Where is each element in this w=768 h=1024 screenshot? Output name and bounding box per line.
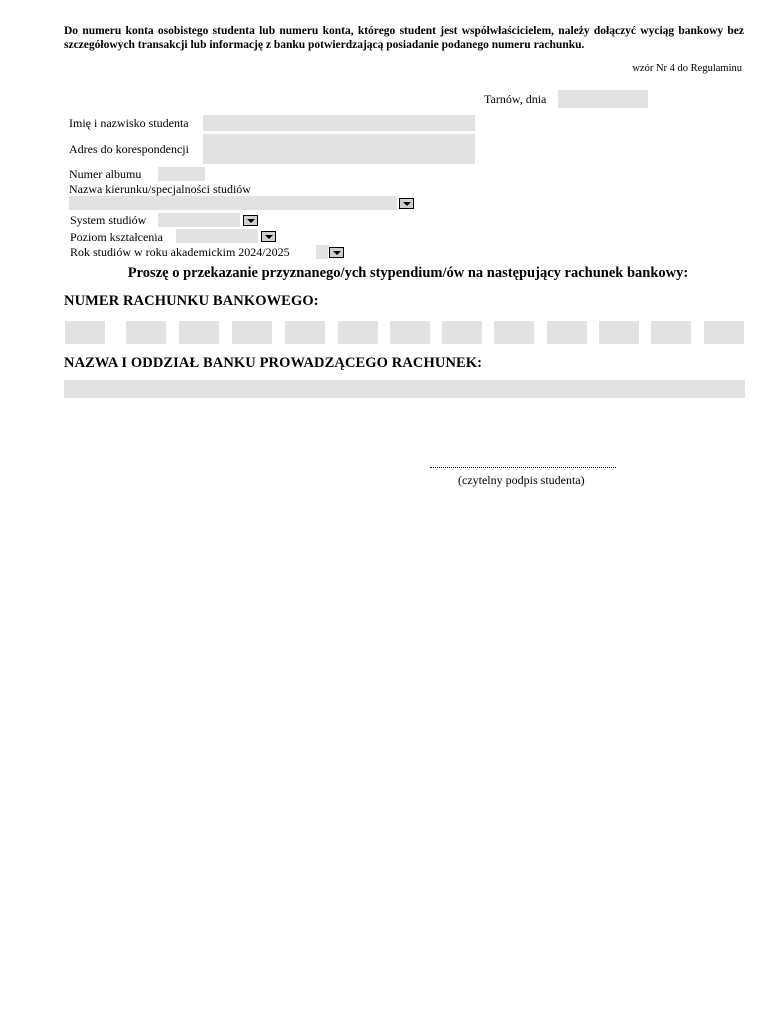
education-level-label: Poziom kształcenia — [70, 230, 163, 244]
account-number-group[interactable] — [390, 321, 430, 344]
student-name-field[interactable] — [203, 115, 475, 131]
student-name-label: Imię i nazwisko studenta — [69, 116, 189, 130]
place-date-label: Tarnów, dnia — [484, 92, 547, 106]
account-number-group[interactable] — [651, 321, 691, 344]
account-number-group[interactable] — [442, 321, 482, 344]
major-dropdown-button[interactable] — [399, 198, 414, 209]
address-label: Adres do korespondencji — [69, 142, 189, 156]
chevron-down-icon — [265, 235, 273, 239]
date-field[interactable] — [558, 90, 648, 108]
signature-line — [430, 467, 616, 468]
attachment-notice: Do numeru konta osobistego studenta lub numeru konta, którego student jest współwłaścicielem, należy dołączyć wyciąg bankowy bez szczegółowych transakcji lub informację z banku potwierdzającą posiadanie podanego numeru rachunku. — [64, 25, 744, 51]
education-level-dropdown-button[interactable] — [261, 231, 276, 242]
template-reference: wzór Nr 4 do Regulaminu — [632, 63, 742, 74]
account-number-group[interactable] — [126, 321, 166, 344]
chevron-down-icon — [333, 251, 341, 255]
bank-name-heading: NAZWA I ODDZIAŁ BANKU PROWADZĄCEGO RACHUNEK: — [64, 355, 483, 371]
chevron-down-icon — [403, 202, 411, 206]
account-number-heading: NUMER RACHUNKU BANKOWEGO: — [64, 293, 319, 309]
major-select[interactable] — [69, 196, 397, 210]
account-number-group[interactable] — [232, 321, 272, 344]
account-number-group[interactable] — [494, 321, 534, 344]
account-number-group[interactable] — [65, 321, 105, 344]
account-number-group[interactable] — [338, 321, 378, 344]
major-label: Nazwa kierunku/specjalności studiów — [69, 182, 251, 196]
study-system-dropdown-button[interactable] — [243, 215, 258, 226]
bank-name-field[interactable] — [64, 380, 745, 398]
account-number-group[interactable] — [285, 321, 325, 344]
album-number-label: Numer albumu — [69, 167, 142, 181]
chevron-down-icon — [247, 219, 255, 223]
study-system-select[interactable] — [158, 213, 240, 227]
account-number-group[interactable] — [547, 321, 587, 344]
transfer-request-text: Proszę o przekazanie przyznanego/ych stypendium/ów na następujący rachunek bankowy: — [127, 265, 689, 281]
education-level-select[interactable] — [176, 229, 258, 243]
account-number-group[interactable] — [599, 321, 639, 344]
study-year-dropdown-button[interactable] — [329, 247, 344, 258]
study-system-label: System studiów — [70, 213, 147, 227]
study-year-select[interactable] — [316, 245, 328, 259]
account-number-group[interactable] — [704, 321, 744, 344]
study-year-label: Rok studiów w roku akademickim 2024/2025 — [70, 245, 290, 259]
signature-caption: (czytelny podpis studenta) — [458, 473, 585, 487]
address-field[interactable] — [203, 134, 475, 164]
account-number-group[interactable] — [179, 321, 219, 344]
album-number-field[interactable] — [158, 167, 205, 181]
